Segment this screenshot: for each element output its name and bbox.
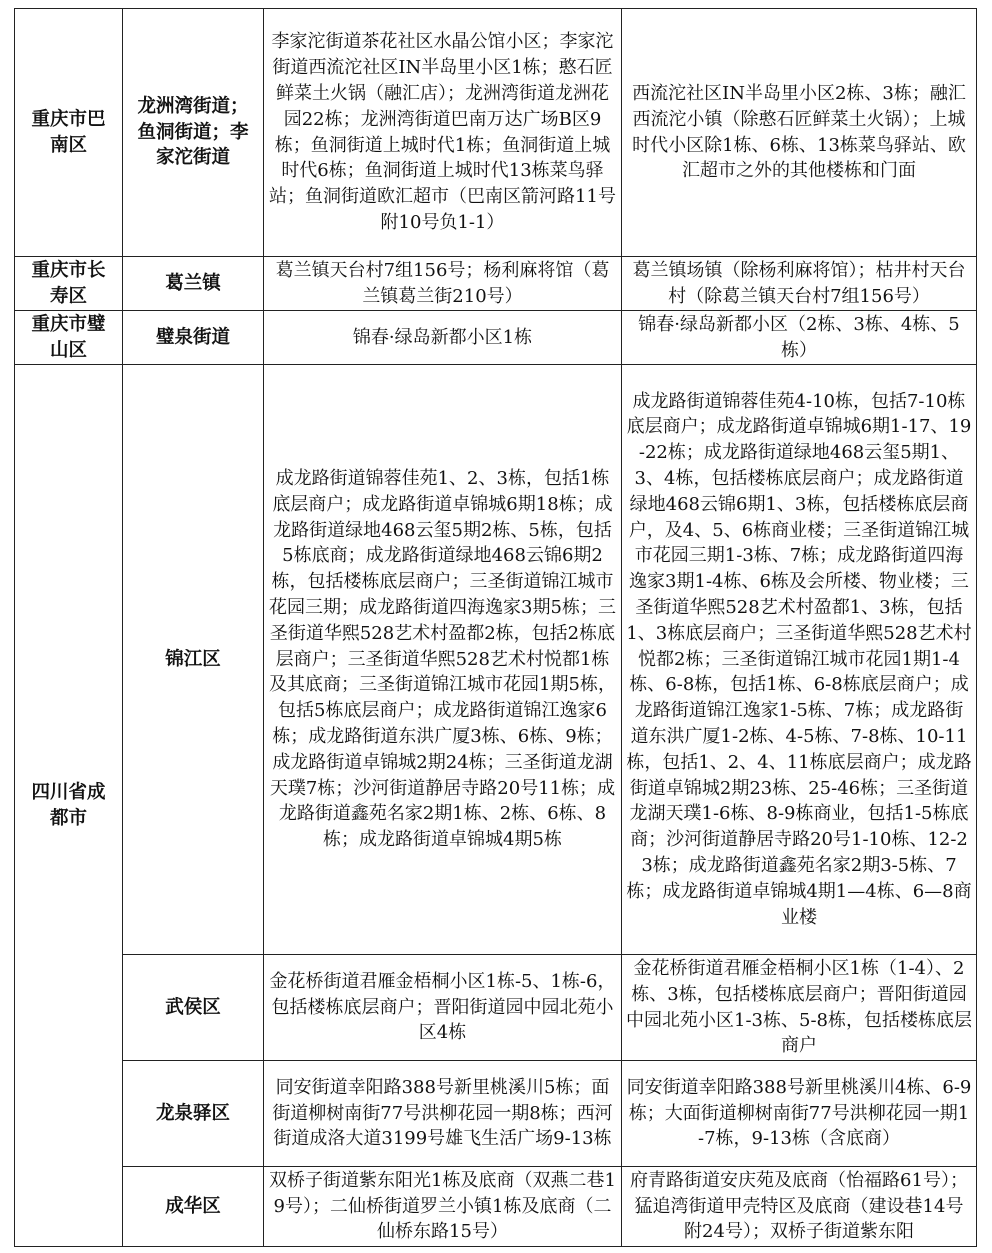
table-row — [15, 365, 977, 955]
risk-area-table — [14, 8, 977, 1247]
region-cell: 重庆市巴南区 — [15, 9, 123, 257]
high-risk-area-cell: 葛兰镇天台村7组156号；杨利麻将馆（葛兰镇葛兰街210号） — [264, 257, 622, 311]
high-risk-area-cell: 双桥子街道紫东阳光1栋及底商（双燕二巷19号）；二仙桥街道罗兰小镇1栋及底商（二仙桥东路15号） — [264, 1167, 622, 1247]
medium-risk-area-cell: 府青路街道安庆苑及底商（怡福路61号）；猛追湾街道甲壳特区及底商（建设巷14号附24号）；双桥子街道紫东阳 — [622, 1167, 977, 1247]
street-cell: 龙泉驿区 — [123, 1061, 264, 1167]
high-risk-area-cell: 李家沱街道茶花社区水晶公馆小区；李家沱街道西流沱社区IN半岛里小区1栋；憨石匠鲜菜土火锅（融汇店）；龙洲湾街道龙洲花园22栋；龙洲湾街道巴南万达广场B区9栋；鱼洞街道上城时代1栋；鱼洞街道上城时代6栋；鱼洞街道上城时代13栋菜鸟驿站；鱼洞街道欧汇超市（巴南区箭河路11号附10号负1-1） — [264, 9, 622, 257]
medium-risk-area-cell: 锦春·绿岛新都小区（2栋、3栋、4栋、5栋） — [622, 311, 977, 365]
high-risk-area-cell: 锦春·绿岛新都小区1栋 — [264, 311, 622, 365]
table-row — [15, 311, 977, 365]
medium-risk-area-cell: 同安街道幸阳路388号新里桃溪川4栋、6-9栋；大面街道柳树南街77号洪柳花园一期1-7栋，9-13栋（含底商） — [622, 1061, 977, 1167]
high-risk-area-cell: 金花桥街道君雁金梧桐小区1栋-5、1栋-6，包括楼栋底层商户；晋阳街道园中园北苑小区4栋 — [264, 955, 622, 1061]
street-cell: 葛兰镇 — [123, 257, 264, 311]
table-row — [15, 9, 977, 257]
region-cell: 四川省成都市 — [15, 365, 123, 1247]
table-row — [15, 1167, 977, 1247]
table-row — [15, 955, 977, 1061]
street-cell: 龙洲湾街道；鱼洞街道；李家沱街道 — [123, 9, 264, 257]
medium-risk-area-cell: 金花桥街道君雁金梧桐小区1栋（1-4）、2栋、3栋，包括楼栋底层商户；晋阳街道园中园北苑小区1-3栋、5-8栋，包括楼栋底层商户 — [622, 955, 977, 1061]
medium-risk-area-cell: 西流沱社区IN半岛里小区2栋、3栋；融汇西流沱小镇（除憨石匠鲜菜土火锅）；上城时代小区除1栋、6栋、13栋菜鸟驿站、欧汇超市之外的其他楼栋和门面 — [622, 9, 977, 257]
medium-risk-area-cell: 成龙路街道锦蓉佳苑4-10栋，包括7-10栋底层商户；成龙路街道卓锦城6期1-17、19-22栋；成龙路街道绿地468云玺5期1、3、4栋，包括楼栋底层商户；成龙路街道绿地468云锦6期1、3栋，包括楼栋底层商户，及4、5、6栋商业楼；三圣街道锦江城市花园三期1-3栋、7栋；成龙路街道四海逸家3期1-4栋、6栋及会所楼、物业楼；三圣街道华熙528艺术村盈都1、3栋，包括1、3栋底层商户；三圣街道华熙528艺术村悦都2栋；三圣街道锦江城市花园1期1-4栋、6-8栋，包括1栋、6-8栋底层商户；成龙路街道锦江逸家1-5栋、7栋；成龙路街道东洪广厦1-2栋、4-5栋、7-8栋、10-11栋，包括1、2、4、11栋底层商户；成龙路街道卓锦城2期23栋、25-46栋；三圣街道龙湖天璞1-6栋、8-9栋商业，包括1-5栋底商；沙河街道静居寺路20号1-10栋、12-23栋；成龙路街道鑫苑名家2期3-5栋、7栋；成龙路街道卓锦城4期1—4栋、6—8商业楼 — [622, 365, 977, 955]
table-row — [15, 1061, 977, 1167]
region-cell: 重庆市长寿区 — [15, 257, 123, 311]
street-cell: 锦江区 — [123, 365, 264, 955]
street-cell: 璧泉街道 — [123, 311, 264, 365]
high-risk-area-cell: 成龙路街道锦蓉佳苑1、2、3栋，包括1栋底层商户；成龙路街道卓锦城6期18栋；成龙路街道绿地468云玺5期2栋、5栋，包括5栋底商；成龙路街道绿地468云锦6期2栋，包括楼栋底层商户；三圣街道锦江城市花园三期；成龙路街道四海逸家3期5栋；三圣街道华熙528艺术村盈都2栋，包括2栋底层商户；三圣街道华熙528艺术村悦都1栋及其底商；三圣街道锦江城市花园1期5栋，包括5栋底层商户；成龙路街道锦江逸家6栋；成龙路街道东洪广厦3栋、6栋、9栋；成龙路街道卓锦城2期24栋；三圣街道龙湖天璞7栋；沙河街道静居寺路20号11栋；成龙路街道鑫苑名家2期1栋、2栋、6栋、8栋；成龙路街道卓锦城4期5栋 — [264, 365, 622, 955]
table-row — [15, 257, 977, 311]
region-cell: 重庆市璧山区 — [15, 311, 123, 365]
street-cell: 成华区 — [123, 1167, 264, 1247]
high-risk-area-cell: 同安街道幸阳路388号新里桃溪川5栋；面街道柳树南街77号洪柳花园一期8栋；西河街道成洛大道3199号雄飞生活广场9-13栋 — [264, 1061, 622, 1167]
street-cell: 武侯区 — [123, 955, 264, 1061]
medium-risk-area-cell: 葛兰镇场镇（除杨利麻将馆）；枯井村天台村（除葛兰镇天台村7组156号） — [622, 257, 977, 311]
